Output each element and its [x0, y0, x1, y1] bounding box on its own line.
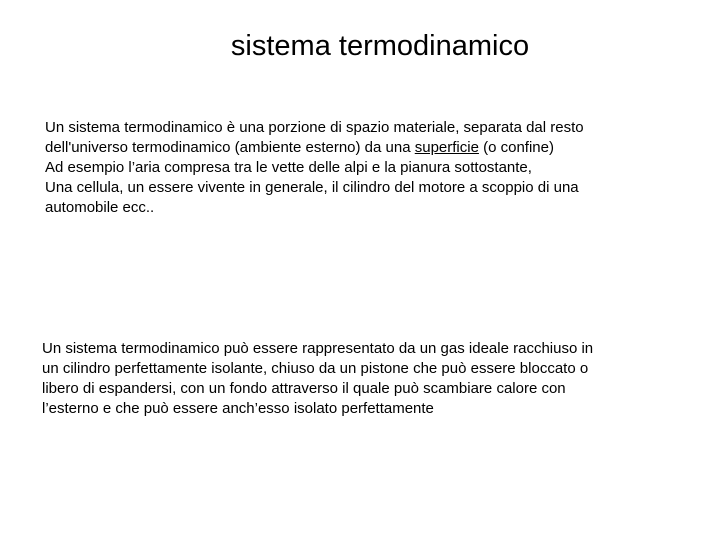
slide-title: sistema termodinamico — [230, 30, 530, 62]
example-paragraph — [42, 339, 593, 419]
definition-line-2 — [45, 138, 584, 158]
definition-line-3: Ad esempio l’aria compresa tra le vette delle alpi e la pianura sottostante, — [45, 159, 532, 176]
example-line-4: l’esterno e che può essere anch’esso isolato perfettamente — [42, 400, 434, 417]
superficie-link[interactable]: superficie — [414, 139, 479, 156]
definition-line-2-text: dell'universo termodinamico (ambiente esterno) da una — [45, 139, 415, 156]
definition-paragraph — [45, 118, 584, 218]
definition-line-2-tail: (o confine) — [478, 139, 554, 156]
example-line-2: un cilindro perfettamente isolante, chiuso da un pistone che può essere bloccato o — [42, 360, 589, 377]
definition-line-5: automobile ecc.. — [45, 199, 155, 216]
definition-line-4: Una cellula, un essere vivente in generale, il cilindro del motore a scoppio di una — [45, 179, 579, 196]
definition-line-1: Un sistema termodinamico è una porzione di spazio materiale, separata dal resto — [45, 119, 584, 136]
example-line-3: libero di espandersi, con un fondo attraverso il quale può scambiare calore con — [42, 380, 566, 397]
example-line-1: Un sistema termodinamico può essere rappresentato da un gas ideale racchiuso in — [42, 340, 594, 357]
